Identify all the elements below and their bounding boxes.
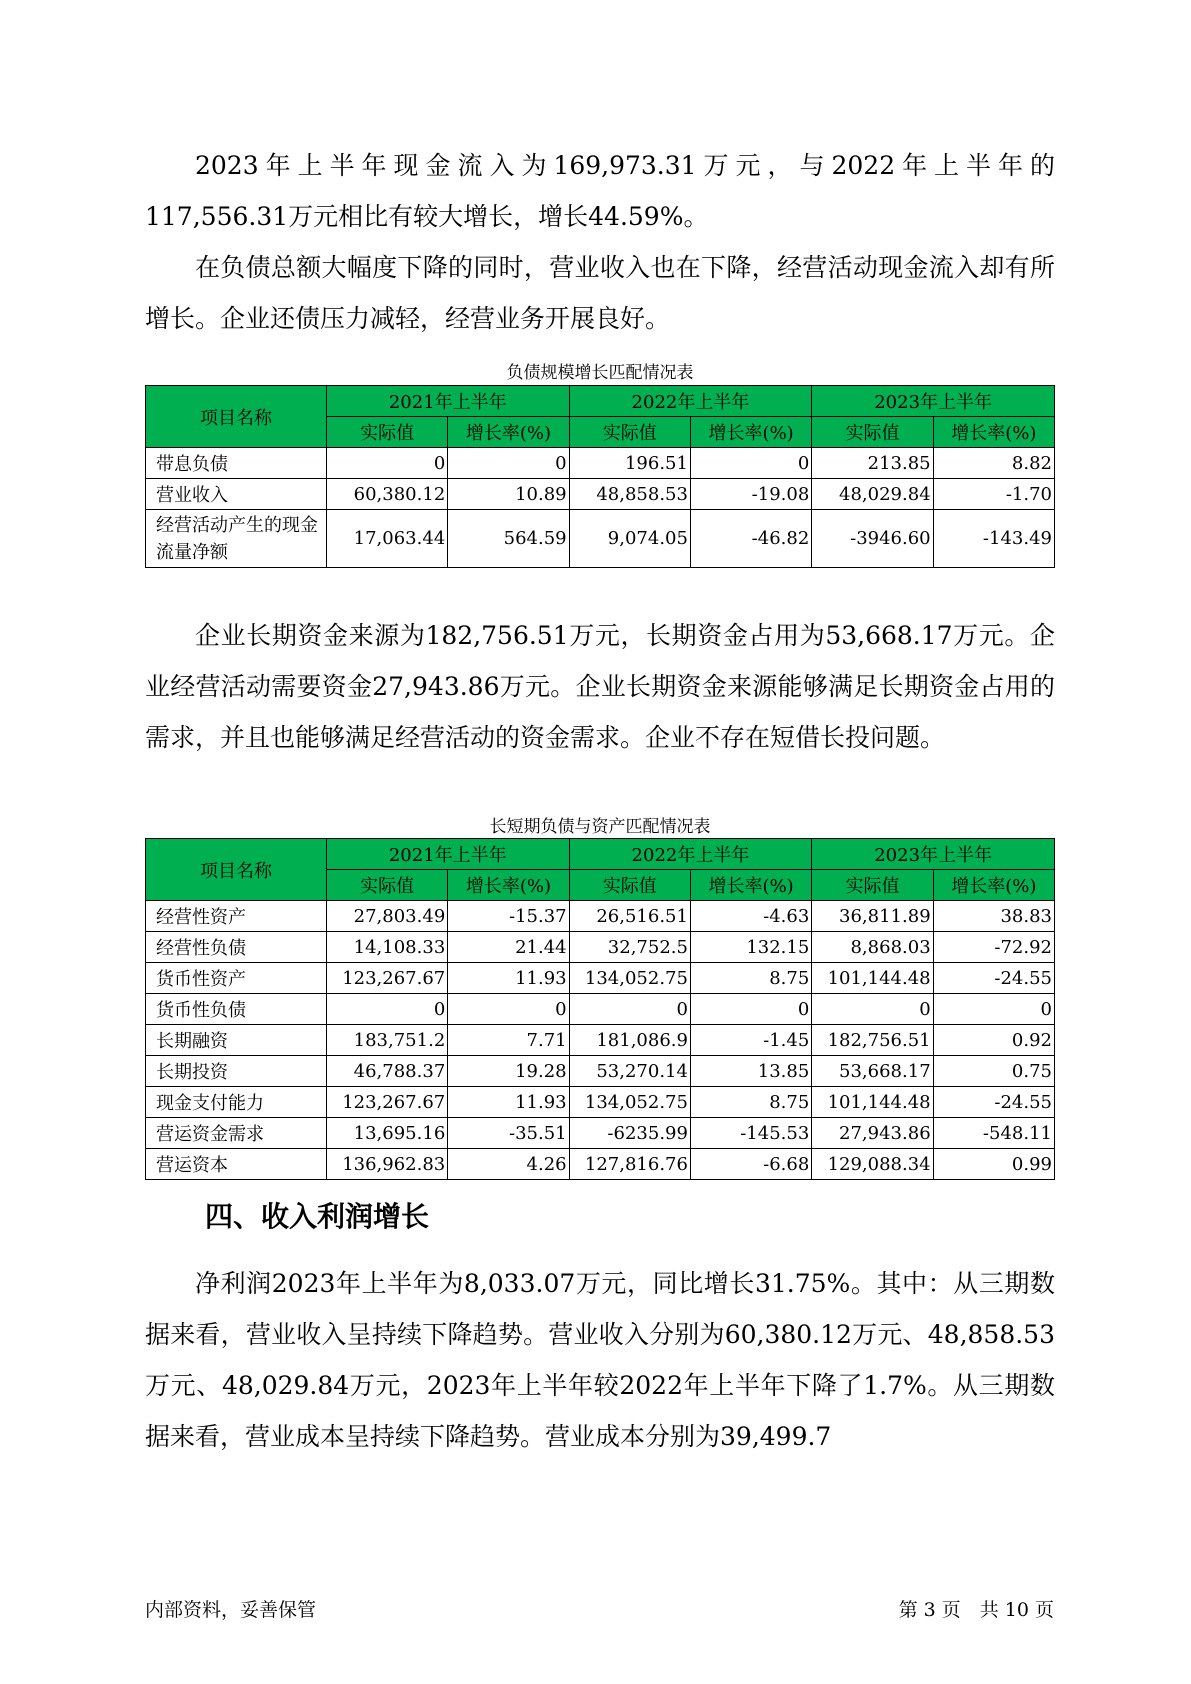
cell-value: -46.82 <box>690 510 811 568</box>
cell-value: 32,752.5 <box>569 932 690 963</box>
cell-value: 4.26 <box>448 1149 569 1180</box>
table1-caption: 负债规模增长匹配情况表 <box>506 363 694 383</box>
cell-value: 8.82 <box>933 448 1054 479</box>
cell-value: 129,088.34 <box>812 1149 933 1180</box>
table-row <box>146 448 1055 479</box>
table2-caption: 长短期负债与资产匹配情况表 <box>489 817 711 837</box>
cell-value: 46,788.37 <box>326 1056 447 1087</box>
cell-value: 0 <box>326 448 447 479</box>
cell-value: 0 <box>569 994 690 1025</box>
row-label: 长期融资 <box>146 1025 327 1056</box>
cell-value: 53,270.14 <box>569 1056 690 1087</box>
footer-confidential: 内部资料，妥善保管 <box>145 1599 317 1621</box>
cell-value: 14,108.33 <box>326 932 447 963</box>
cell-value: 0 <box>448 994 569 1025</box>
table-row <box>146 901 1055 932</box>
cell-value: 0 <box>933 994 1054 1025</box>
cell-value: 0 <box>690 448 811 479</box>
cell-value: -1.45 <box>690 1025 811 1056</box>
table-row <box>146 1118 1055 1149</box>
cell-value: 134,052.75 <box>569 963 690 994</box>
cell-value: 196.51 <box>569 448 690 479</box>
cell-value: 132.15 <box>690 932 811 963</box>
header-period: 2021年上半年 <box>326 386 569 417</box>
cell-value: 27,803.49 <box>326 901 447 932</box>
cell-value: -143.49 <box>933 510 1054 568</box>
header-actual: 实际值 <box>569 870 690 901</box>
cell-value: 7.71 <box>448 1025 569 1056</box>
header-growth: 增长率(%) <box>690 870 811 901</box>
cell-value: 183,751.2 <box>326 1025 447 1056</box>
table-row <box>146 994 1055 1025</box>
header-actual: 实际值 <box>326 870 447 901</box>
paragraph-net-profit: 净利润2023年上半年为8,033.07万元，同比增长31.75%。其中：从三期数据来看，营业收入呈持续下降趋势。营业收入分别为60,380.12万元、48,858.53万元、48,029.84万元，2023年上半年较2022年上半年下降了1.7%。从三期数据来看，营业成本呈持续下降趋势。营业成本分别为39,499.7 <box>145 1269 1055 1451</box>
header-actual: 实际值 <box>812 417 933 448</box>
cell-value: -72.92 <box>933 932 1054 963</box>
cell-value: 181,086.9 <box>569 1025 690 1056</box>
row-label: 现金支付能力 <box>146 1087 327 1118</box>
header-growth: 增长率(%) <box>933 417 1054 448</box>
cell-value: 8,868.03 <box>812 932 933 963</box>
table-row <box>146 1087 1055 1118</box>
cell-value: 101,144.48 <box>812 963 933 994</box>
cell-value: 11.93 <box>448 963 569 994</box>
liability-asset-match-table <box>145 838 1055 1180</box>
cell-value: 127,816.76 <box>569 1149 690 1180</box>
cell-value: 0 <box>690 994 811 1025</box>
cell-value: 213.85 <box>812 448 933 479</box>
table-row <box>146 510 1055 568</box>
cell-value: -6235.99 <box>569 1118 690 1149</box>
cell-value: 11.93 <box>448 1087 569 1118</box>
debt-scale-table <box>145 385 1055 568</box>
row-label: 长期投资 <box>146 1056 327 1087</box>
header-growth: 增长率(%) <box>933 870 1054 901</box>
cell-value: 13.85 <box>690 1056 811 1087</box>
cell-value: 36,811.89 <box>812 901 933 932</box>
cell-value: -145.53 <box>690 1118 811 1149</box>
header-growth: 增长率(%) <box>448 417 569 448</box>
section-heading: 四、收入利润增长 <box>205 1200 430 1233</box>
cell-value: 136,962.83 <box>326 1149 447 1180</box>
cell-value: 17,063.44 <box>326 510 447 568</box>
header-period: 2021年上半年 <box>326 839 569 870</box>
cell-value: -3946.60 <box>812 510 933 568</box>
row-label: 带息负债 <box>146 448 327 479</box>
cell-value: -1.70 <box>933 479 1054 510</box>
cell-value: 9,074.05 <box>569 510 690 568</box>
cell-value: 0.92 <box>933 1025 1054 1056</box>
cell-value: -24.55 <box>933 1087 1054 1118</box>
row-label: 经营性资产 <box>146 901 327 932</box>
header-item-name: 项目名称 <box>146 839 327 901</box>
paragraph-long-term-funds: 企业长期资金来源为182,756.51万元，长期资金占用为53,668.17万元。企业经营活动需要资金27,943.86万元。企业长期资金来源能够满足长期资金占用的需求，并且也能够满足经营活动的资金需求。企业不存在短借长投问题。 <box>145 621 1055 752</box>
header-period: 2023年上半年 <box>812 386 1055 417</box>
cell-value: -19.08 <box>690 479 811 510</box>
cell-value: 564.59 <box>448 510 569 568</box>
row-label: 货币性负债 <box>146 994 327 1025</box>
header-period: 2022年上半年 <box>569 386 812 417</box>
table-row <box>146 1149 1055 1180</box>
cell-value: 53,668.17 <box>812 1056 933 1087</box>
header-actual: 实际值 <box>812 870 933 901</box>
cell-value: 19.28 <box>448 1056 569 1087</box>
cell-value: 0.99 <box>933 1149 1054 1180</box>
cell-value: 26,516.51 <box>569 901 690 932</box>
header-item-name: 项目名称 <box>146 386 327 448</box>
table-row <box>146 932 1055 963</box>
cell-value: 8.75 <box>690 963 811 994</box>
row-label: 经营活动产生的现金流量净额 <box>146 510 327 568</box>
cell-value: -4.63 <box>690 901 811 932</box>
row-label: 经营性负债 <box>146 932 327 963</box>
cell-value: 0 <box>812 994 933 1025</box>
cell-value: 27,943.86 <box>812 1118 933 1149</box>
header-actual: 实际值 <box>326 417 447 448</box>
table-row <box>146 963 1055 994</box>
cell-value: -6.68 <box>690 1149 811 1180</box>
cell-value: 8.75 <box>690 1087 811 1118</box>
row-label: 货币性资产 <box>146 963 327 994</box>
row-label: 营运资本 <box>146 1149 327 1180</box>
table-row <box>146 1025 1055 1056</box>
cell-value: 134,052.75 <box>569 1087 690 1118</box>
cell-value: 101,144.48 <box>812 1087 933 1118</box>
cell-value: 21.44 <box>448 932 569 963</box>
header-period: 2022年上半年 <box>569 839 812 870</box>
cell-value: -548.11 <box>933 1118 1054 1149</box>
paragraph-cash-inflow: 2023年上半年现金流入为169,973.31万元，与2022年上半年的117,556.31万元相比有较大增长，增长44.59%。 <box>145 151 1055 231</box>
cell-value: 182,756.51 <box>812 1025 933 1056</box>
header-growth: 增长率(%) <box>448 870 569 901</box>
cell-value: 60,380.12 <box>326 479 447 510</box>
table-row <box>146 1056 1055 1087</box>
cell-value: 48,029.84 <box>812 479 933 510</box>
cell-value: -24.55 <box>933 963 1054 994</box>
cell-value: -35.51 <box>448 1118 569 1149</box>
header-actual: 实际值 <box>569 417 690 448</box>
cell-value: 123,267.67 <box>326 1087 447 1118</box>
paragraph-debt-decline: 在负债总额大幅度下降的同时，营业收入也在下降，经营活动现金流入却有所增长。企业还债压力减轻，经营业务开展良好。 <box>145 253 1055 333</box>
row-label: 营业收入 <box>146 479 327 510</box>
cell-value: 10.89 <box>448 479 569 510</box>
table-row <box>146 479 1055 510</box>
cell-value: 123,267.67 <box>326 963 447 994</box>
header-growth: 增长率(%) <box>690 417 811 448</box>
cell-value: -15.37 <box>448 901 569 932</box>
cell-value: 38.83 <box>933 901 1054 932</box>
footer-page-number: 第 3 页 共 10 页 <box>898 1599 1054 1621</box>
cell-value: 0 <box>448 448 569 479</box>
header-period: 2023年上半年 <box>812 839 1055 870</box>
cell-value: 13,695.16 <box>326 1118 447 1149</box>
cell-value: 48,858.53 <box>569 479 690 510</box>
cell-value: 0.75 <box>933 1056 1054 1087</box>
cell-value: 0 <box>326 994 447 1025</box>
row-label: 营运资金需求 <box>146 1118 327 1149</box>
